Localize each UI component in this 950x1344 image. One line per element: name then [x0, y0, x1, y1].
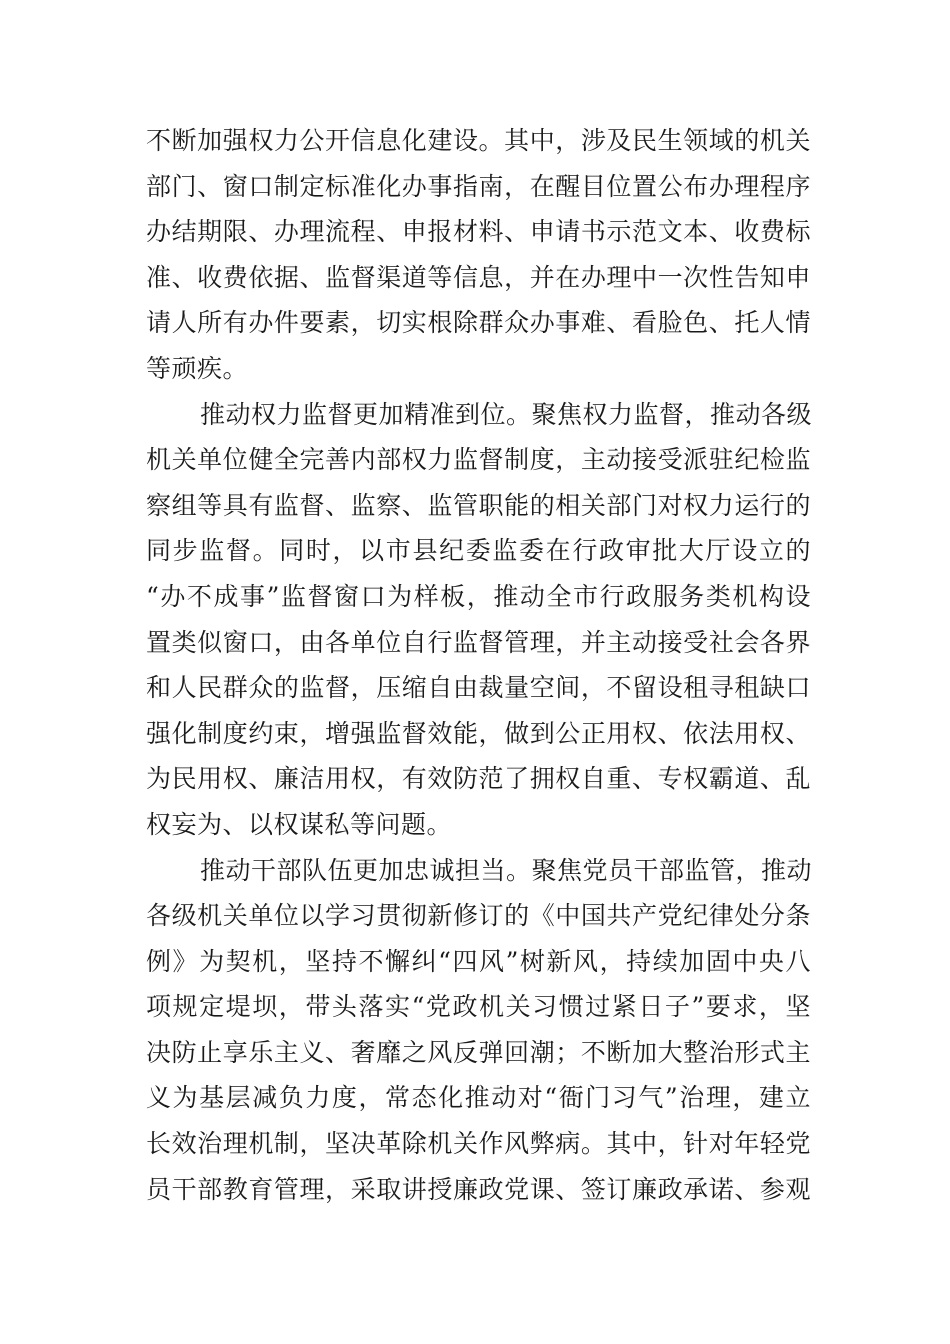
paragraph [146, 118, 811, 392]
text-line: 察组等具有监督、监察、监管职能的相关部门对权力运行的 [146, 490, 811, 520]
text-line: 机关单位健全完善内部权力监督制度，主动接受派驻纪检监 [146, 445, 811, 475]
text-line: 决防止享乐主义、奢靡之风反弹回潮；不断加大整治形式主 [146, 1037, 811, 1067]
text-line: 权妄为、以权谋私等问题。 [146, 809, 453, 839]
text-line: 和人民群众的监督，压缩自由裁量空间，不留设租寻租缺口 [146, 673, 811, 703]
text-line: 例》为契机，坚持不懈纠“四风”树新风，持续加固中央八 [146, 946, 811, 976]
text-line: 义为基层减负力度，常态化推动对“衙门习气”治理，建立 [146, 1083, 811, 1113]
text-line: 不断加强权力公开信息化建设。其中，涉及民生领域的机关 [146, 126, 811, 155]
document-body [146, 118, 811, 1212]
text-line: 同步监督。同时，以市县纪委监委在行政审批大厅设立的 [146, 536, 811, 566]
paragraph [146, 392, 811, 848]
text-line: 为民用权、廉洁用权，有效防范了拥权自重、专权霸道、乱 [146, 764, 811, 794]
text-line: 办结期限、办理流程、申报材料、申请书示范文本、收费标 [146, 217, 811, 247]
text-line: 员干部教育管理，采取讲授廉政党课、签订廉政承诺、参观 [146, 1174, 811, 1204]
text-line: 各级机关单位以学习贯彻新修订的《中国共产党纪律处分条 [146, 901, 811, 931]
text-line: 准、收费依据、监督渠道等信息，并在办理中一次性告知申 [146, 262, 811, 292]
text-line: 等顽疾。 [146, 353, 249, 383]
text-line: 推动权力监督更加精准到位。聚焦权力监督，推动各级 [200, 399, 813, 429]
text-line: 长效治理机制，坚决革除机关作风弊病。其中，针对年轻党 [146, 1129, 811, 1159]
paragraph [146, 848, 811, 1213]
text-line: “办不成事”监督窗口为样板，推动全市行政服务类机构设 [146, 581, 811, 611]
text-line: 强化制度约束，增强监督效能，做到公正用权、依法用权、 [146, 718, 811, 748]
text-line: 项规定堤坝，带头落实“党政机关习惯过紧日子”要求，坚 [146, 992, 811, 1022]
text-line: 请人所有办件要素，切实根除群众办事难、看脸色、托人情 [146, 308, 811, 338]
text-line: 置类似窗口，由各单位自行监督管理，并主动接受社会各界 [146, 627, 811, 657]
text-line: 推动干部队伍更加忠诚担当。聚焦党员干部监管，推动 [200, 855, 813, 885]
text-line: 部门、窗口制定标准化办事指南，在醒目位置公布办理程序 [146, 171, 811, 201]
